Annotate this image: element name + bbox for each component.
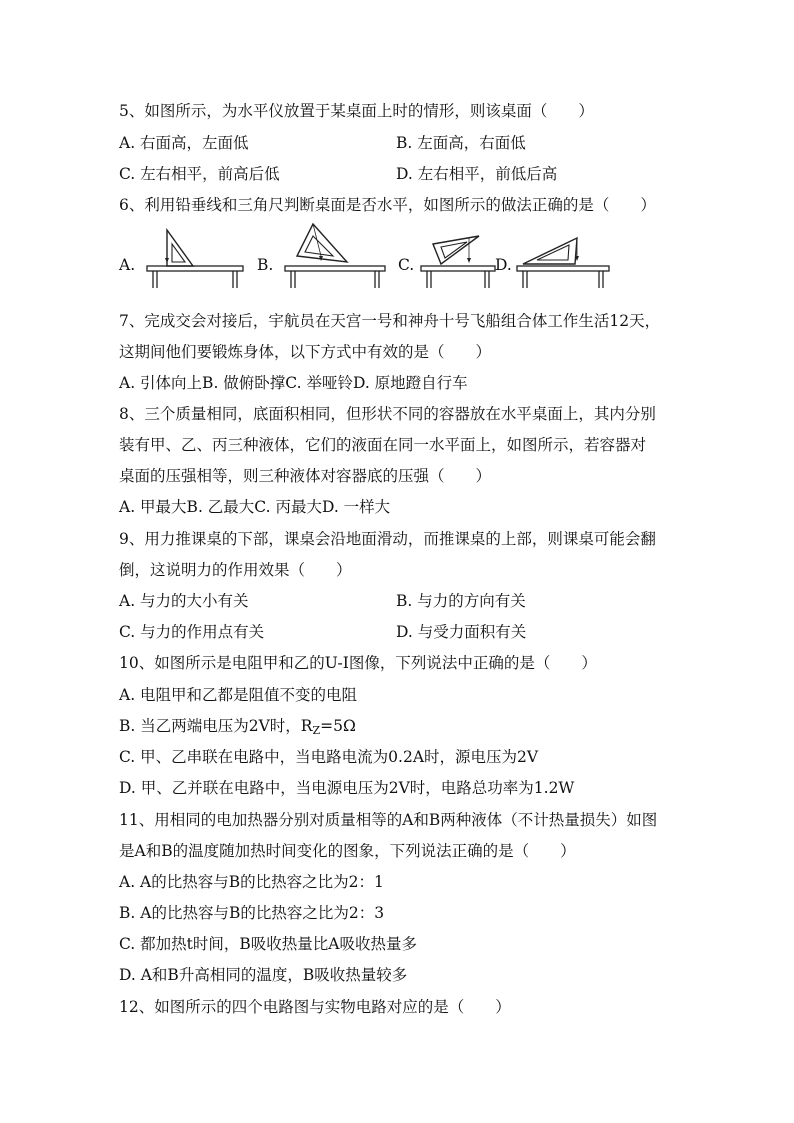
q5-option-c: C. 左右相平，前高后低 <box>119 165 280 183</box>
q10-option-b <box>119 716 356 741</box>
q10-option-b-subscript: Z <box>312 724 321 737</box>
q12-stem: 12、如图所示的四个电路图与实物电路对应的是（ ） <box>119 998 511 1016</box>
q6-stem: 6、利用铅垂线和三角尺判断桌面是否水平，如图所示的做法正确的是（ ） <box>119 196 656 214</box>
q7-stem-line-1: 7、完成交会对接后，宇航员在天宫一号和神舟十号飞船组合体工作生活12天， <box>119 312 661 330</box>
q8-options: A. 甲最大B. 乙最大C. 丙最大D. 一样大 <box>119 498 391 516</box>
q6-figure-c <box>419 222 499 292</box>
q8-stem-line-1: 8、三个质量相同，底面积相同，但形状不同的容器放在水平桌面上，其内分别 <box>119 405 656 423</box>
q6-label-b: B. <box>257 256 274 274</box>
q8-stem-line-2: 装有甲、乙、丙三种液体，它们的液面在同一水平面上，如图所示，若容器对 <box>119 436 647 454</box>
q6-label-c: C. <box>398 256 415 274</box>
q11-option-b: B. A的比热容与B的比热容之比为2：3 <box>119 904 385 922</box>
q5-stem: 5、如图所示，为水平仪放置于某桌面上时的情形，则该桌面（ ） <box>119 102 594 120</box>
q5-option-b: B. 左面高，右面低 <box>396 134 526 152</box>
q11-stem-line-2: 是A和B的温度随加热时间变化的图象，下列说法正确的是（ ） <box>119 842 576 860</box>
q5-option-d: D. 左右相平，前低后高 <box>396 165 558 183</box>
q9-stem-line-2: 倒，这说明力的作用效果（ ） <box>119 561 352 579</box>
q7-stem-line-2: 这期间他们要锻炼身体，以下方式中有效的是（ ） <box>119 343 492 361</box>
q10-option-b-text: B. 当乙两端电压为2V时，R <box>119 717 313 735</box>
q9-option-a: A. 与力的大小有关 <box>119 592 249 610</box>
q6-figure-d <box>515 222 613 292</box>
q11-option-d: D. A和B升高相同的温度，B吸收热量较多 <box>119 966 408 984</box>
q10-stem: 10、如图所示是电阻甲和乙的U-I图像，下列说法中正确的是（ ） <box>119 654 597 672</box>
q11-option-c: C. 都加热t时间，B吸收热量比A吸收热量多 <box>119 935 417 953</box>
q10-option-b-value: =5Ω <box>320 717 356 735</box>
q10-option-c: C. 甲、乙串联在电路中，当电路电流为0.2A时，源电压为2V <box>119 748 539 766</box>
q10-option-d: D. 甲、乙并联在电路中，当电源电压为2V时，电路总功率为1.2W <box>119 779 575 797</box>
q10-option-a: A. 电阻甲和乙都是阻值不变的电阻 <box>119 686 358 704</box>
q6-figure-row <box>119 222 619 294</box>
q6-label-a: A. <box>119 256 136 274</box>
q9-option-b: B. 与力的方向有关 <box>396 592 526 610</box>
q11-stem-line-1: 11、用相同的电加热器分别对质量相等的A和B两种液体（不计热量损失）如图 <box>119 811 658 829</box>
q6-figure-a <box>145 222 245 292</box>
q9-stem-line-1: 9、用力推课桌的下部，课桌会沿地面滑动，而推课桌的上部，则课桌可能会翻 <box>119 530 656 548</box>
q5-option-a: A. 右面高，左面低 <box>119 134 249 152</box>
q6-label-d: D. <box>495 256 512 274</box>
q6-figure-b <box>283 222 387 292</box>
q9-option-d: D. 与受力面积有关 <box>396 623 527 641</box>
q8-stem-line-3: 桌面的压强相等，则三种液体对容器底的压强（ ） <box>119 467 492 485</box>
q7-options: A. 引体向上B. 做俯卧撑C. 举哑铃D. 原地蹬自行车 <box>119 374 468 392</box>
q11-option-a: A. A的比热容与B的比热容之比为2：1 <box>119 873 384 891</box>
q9-option-c: C. 与力的作用点有关 <box>119 623 265 641</box>
